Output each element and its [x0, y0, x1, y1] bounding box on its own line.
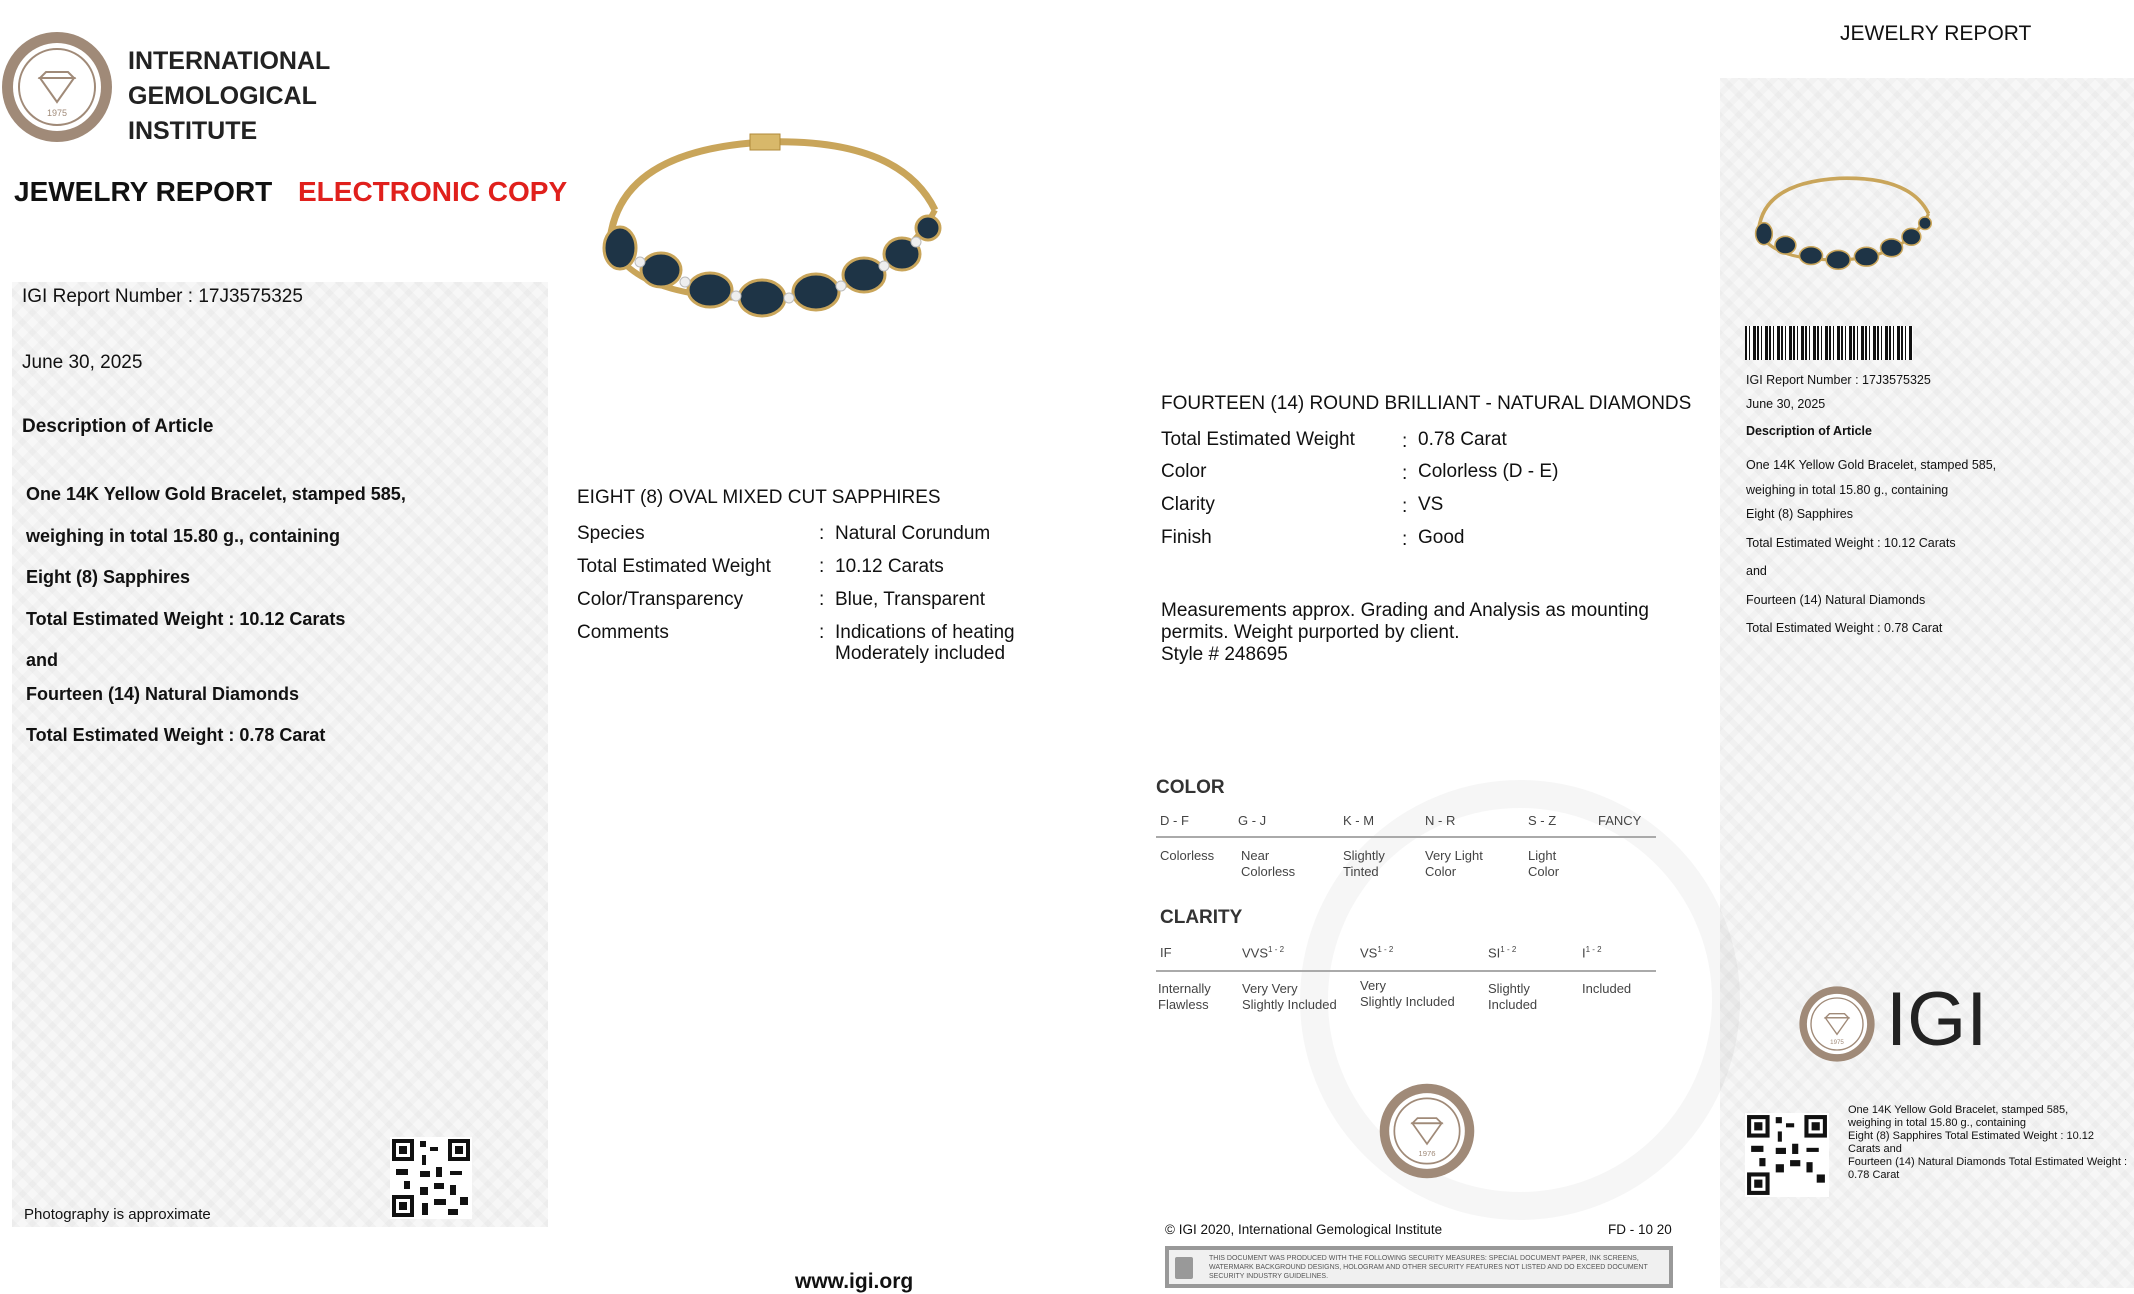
description-line: Total Estimated Weight : 10.12 Carats	[26, 608, 346, 629]
clarity-grade-label: SI	[1488, 945, 1501, 961]
clarity-desc-line: Very	[1360, 978, 1387, 993]
photo-note: Photography is approximate	[24, 1206, 211, 1223]
svg-text:1975: 1975	[1830, 1038, 1844, 1046]
color-desc-line: Light	[1528, 848, 1557, 863]
institute-name-line-2: GEMOLOGICAL	[128, 82, 317, 110]
qr-code	[390, 1137, 472, 1219]
color-desc	[1528, 848, 1559, 880]
lock-icon	[1175, 1257, 1193, 1279]
right-report-number: IGI Report Number : 17J3575325	[1746, 373, 1931, 387]
description-line: weighing in total 15.80 g., containing	[26, 525, 341, 546]
clarity-grade: IF	[1160, 945, 1172, 960]
color-scale-title: COLOR	[1156, 777, 1225, 798]
clarity-grade-label: I	[1582, 945, 1586, 961]
clarity-desc	[1360, 978, 1455, 1010]
bracelet-image	[590, 130, 960, 350]
report-number: IGI Report Number : 17J3575325	[22, 286, 303, 307]
form-code: FD - 10 20	[1608, 1222, 1672, 1237]
color-grade: N - R	[1425, 813, 1456, 828]
right-report-title: JEWELRY REPORT	[1840, 22, 2032, 45]
clarity-grade-label: VVS	[1242, 945, 1269, 961]
color-desc	[1425, 848, 1483, 880]
diamond-clarity-label: Clarity	[1161, 494, 1215, 515]
color-desc-line: Color	[1425, 864, 1457, 879]
colon: :	[819, 589, 825, 610]
description-heading: Description of Article	[22, 416, 214, 437]
description-line: Fourteen (14) Natural Diamonds	[26, 683, 300, 704]
diamond-finish-value: Good	[1418, 527, 1465, 548]
clarity-desc-line: Internally	[1158, 981, 1211, 996]
right-description-line: and	[1746, 564, 1767, 578]
clarity-desc	[1242, 981, 1337, 1013]
website-link[interactable]: www.igi.org	[795, 1270, 914, 1293]
summary-line: One 14K Yellow Gold Bracelet, stamped 585,	[1848, 1104, 2069, 1116]
clarity-desc-line: Included	[1488, 997, 1538, 1012]
barcode	[1745, 326, 1913, 360]
colon: :	[1402, 463, 1408, 484]
diamond-color-value: Colorless (D - E)	[1418, 461, 1559, 482]
clarity-desc	[1488, 981, 1537, 1013]
right-description-line: One 14K Yellow Gold Bracelet, stamped 585,	[1746, 458, 1997, 472]
institute-name-line-1: INTERNATIONAL	[128, 47, 331, 75]
security-text: THIS DOCUMENT WAS PRODUCED WITH THE FOLLOWING SECURITY MEASURES: SPECIAL DOCUMENT PAPER, INK SCREENS, WATERMARK BACKGROUND DESIGNS, HOLOGRAM AND OTHER SECURITY FEATURES NOT LISTED AND DO EXCEED DOCUMENT SECURITY INDUSTRY GUIDELINES.	[1209, 1255, 1648, 1280]
summary-line: Carats and	[1848, 1143, 1902, 1155]
description-list	[26, 474, 406, 757]
color-desc	[1343, 848, 1385, 880]
sapphire-species-value: Natural Corundum	[835, 523, 991, 544]
clarity-grade	[1582, 945, 1602, 960]
report-date: June 30, 2025	[22, 352, 143, 373]
diamond-color-label: Color	[1161, 461, 1207, 482]
colon: :	[1402, 496, 1408, 517]
report-title: JEWELRY REPORT	[14, 176, 273, 207]
color-desc-line: Color	[1528, 864, 1560, 879]
color-desc-line: Near	[1241, 848, 1270, 863]
diamond-clarity-value: VS	[1418, 494, 1444, 515]
diamond-weight-label: Total Estimated Weight	[1161, 429, 1355, 450]
clarity-desc-line: Slightly Included	[1360, 994, 1455, 1009]
clarity-scale-title: CLARITY	[1160, 907, 1243, 928]
clarity-grade-superscript: 1 - 2	[1377, 945, 1394, 954]
clarity-desc-line: Slightly	[1488, 981, 1530, 996]
note-line: Style # 248695	[1161, 644, 1288, 665]
summary-line: Fourteen (14) Natural Diamonds Total Estimated Weight :	[1848, 1156, 2128, 1168]
color-desc	[1241, 848, 1295, 880]
clarity-scale-divider	[1156, 970, 1656, 972]
institute-name	[128, 44, 330, 149]
colon: :	[1402, 431, 1408, 452]
right-description-heading: Description of Article	[1746, 424, 1872, 438]
colon: :	[1402, 529, 1408, 550]
copyright: © IGI 2020, International Gemological Institute	[1165, 1222, 1443, 1237]
color-grade: K - M	[1343, 813, 1375, 828]
color-scale-divider	[1156, 836, 1656, 838]
clarity-desc-line: Slightly Included	[1242, 997, 1337, 1012]
color-desc	[1160, 848, 1214, 864]
description-line: Eight (8) Sapphires	[26, 567, 191, 587]
color-grade: S - Z	[1528, 813, 1557, 828]
security-strip	[1165, 1246, 1673, 1288]
igi-seal-center	[1378, 1082, 1476, 1180]
note-line: Measurements approx. Grading and Analysis as mounting	[1161, 600, 1649, 621]
clarity-desc	[1582, 981, 1631, 997]
sapphire-comments-value: Indications of heating	[835, 622, 1015, 643]
right-description-line: weighing in total 15.80 g., containing	[1746, 482, 1949, 497]
igi-seal-right	[1798, 985, 1876, 1063]
clarity-grade	[1360, 945, 1393, 960]
right-description-line: Fourteen (14) Natural Diamonds	[1746, 592, 1926, 607]
color-desc-line: Very Light	[1425, 848, 1483, 863]
right-description-line: Total Estimated Weight : 10.12 Carats	[1746, 535, 1956, 550]
color-desc-line: Tinted	[1343, 864, 1379, 879]
sapphire-weight-label: Total Estimated Weight	[577, 556, 771, 577]
description-line: Total Estimated Weight : 0.78 Carat	[26, 725, 326, 745]
sapphires-heading: EIGHT (8) OVAL MIXED CUT SAPPHIRES	[577, 487, 941, 508]
color-grade: G - J	[1238, 813, 1267, 828]
sapphire-color-value: Blue, Transparent	[835, 589, 985, 610]
color-grade: D - F	[1160, 813, 1189, 828]
diamond-weight-value: 0.78 Carat	[1418, 429, 1507, 450]
color-grade: FANCY	[1598, 813, 1642, 828]
summary-line: weighing in total 15.80 g., containing	[1848, 1117, 2026, 1129]
clarity-desc	[1158, 981, 1211, 1013]
igi-wordmark: IGI	[1886, 977, 1988, 1062]
clarity-grade-superscript: 1 - 2	[1268, 945, 1285, 954]
right-description-line: Eight (8) Sapphires	[1746, 507, 1854, 521]
note-line: permits. Weight purported by client.	[1161, 622, 1460, 643]
clarity-desc-line: Very Very	[1242, 981, 1298, 996]
colon: :	[819, 523, 825, 544]
colon: :	[819, 556, 825, 577]
description-line: One 14K Yellow Gold Bracelet, stamped 585,	[26, 484, 406, 504]
clarity-grade-label: VS	[1360, 945, 1378, 961]
bracelet-thumbnail	[1745, 172, 1945, 287]
sapphire-color-label: Color/Transparency	[577, 589, 744, 610]
measurement-notes	[1161, 600, 1649, 666]
sapphire-comments-label: Comments	[577, 622, 669, 643]
sapphire-species-label: Species	[577, 523, 645, 544]
right-summary	[1848, 1104, 2130, 1182]
qr-code-right	[1745, 1113, 1829, 1197]
summary-line: 0.78 Carat	[1848, 1169, 1900, 1181]
electronic-copy-label: ELECTRONIC COPY	[298, 176, 568, 207]
right-date: June 30, 2025	[1746, 397, 1826, 411]
clarity-desc-line: Included	[1582, 981, 1632, 996]
colon: :	[819, 622, 825, 643]
svg-text:1975: 1975	[46, 108, 68, 118]
sapphire-comments-value-2: Moderately included	[835, 643, 1006, 664]
color-desc-line: Slightly	[1343, 848, 1385, 863]
clarity-grade	[1488, 945, 1516, 960]
clarity-desc-line: Flawless	[1158, 997, 1209, 1012]
institute-name-line-3: INSTITUTE	[128, 117, 258, 145]
color-desc-line: Colorless	[1241, 864, 1296, 879]
description-line: and	[26, 650, 59, 670]
svg-text:1976: 1976	[1418, 1148, 1436, 1158]
right-description-list	[1746, 453, 1996, 641]
igi-seal-logo	[0, 30, 114, 144]
color-desc-line: Colorless	[1160, 848, 1215, 863]
clarity-grade-superscript: 1 - 2	[1500, 945, 1517, 954]
diamond-finish-label: Finish	[1161, 527, 1212, 548]
right-description-line: Total Estimated Weight : 0.78 Carat	[1746, 621, 1943, 635]
sapphire-weight-value: 10.12 Carats	[835, 556, 944, 577]
clarity-grade	[1242, 945, 1284, 960]
clarity-grade-superscript: 1 - 2	[1585, 945, 1602, 954]
diamonds-heading: FOURTEEN (14) ROUND BRILLIANT - NATURAL DIAMONDS	[1161, 393, 1692, 414]
summary-line: Eight (8) Sapphires Total Estimated Weight : 10.12	[1848, 1130, 2095, 1142]
